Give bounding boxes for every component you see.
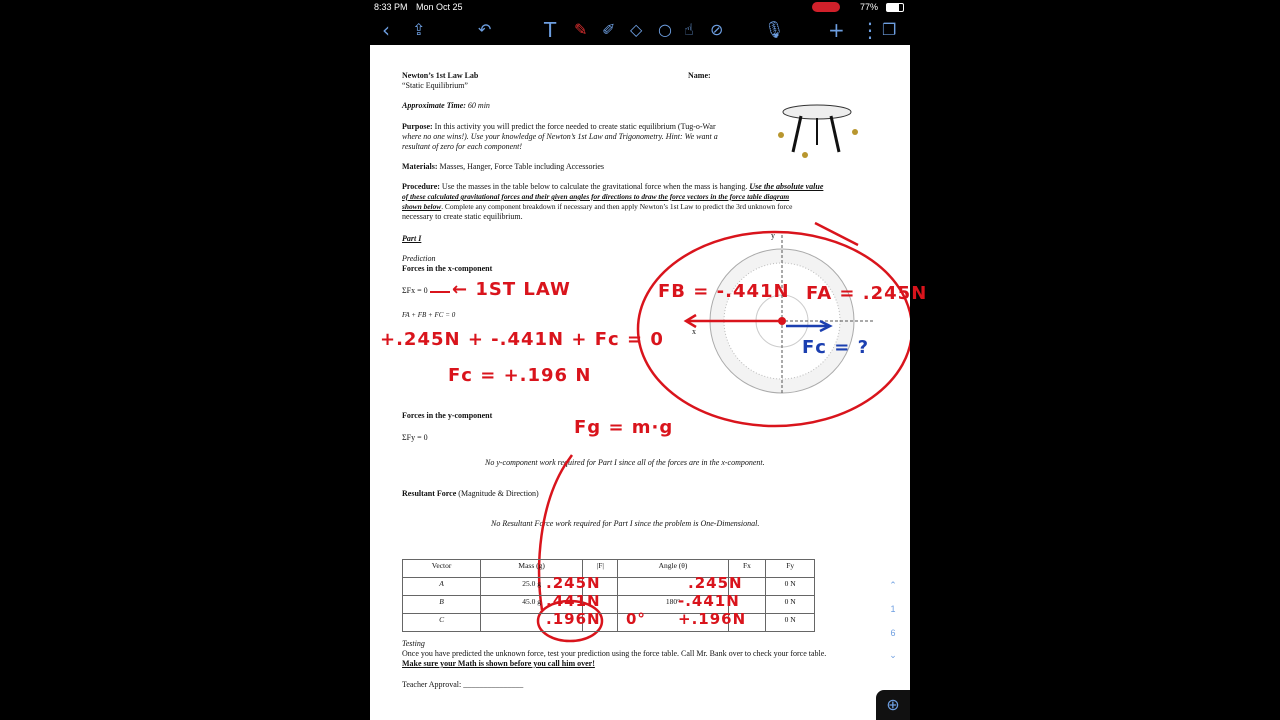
cell: B — [403, 596, 481, 614]
annotation-b-force: .441N — [546, 592, 601, 610]
axis-y-label: y — [771, 231, 775, 240]
procedure-text-2: of these calculated gravitational forces and their given angles for directions to draw the force vectors in the force table diagram — [402, 192, 790, 201]
table-row — [403, 614, 815, 632]
shapes-icon[interactable]: ⊘ — [710, 20, 724, 39]
table-row — [403, 596, 815, 614]
cell: 0 N — [766, 614, 815, 632]
fy-heading: Forces in the y-component — [402, 411, 493, 420]
annotation-fc-unknown: Fc = ? — [802, 337, 870, 358]
cell: 45.0 g — [481, 596, 583, 614]
procedure-text-4: necessary to create static equilibrium. — [402, 212, 523, 221]
cell: 0 N — [766, 578, 815, 596]
text-tool-icon[interactable]: T — [544, 18, 557, 42]
zoom-icon[interactable]: ⊕ — [876, 690, 910, 720]
annotation-fa: FA = .245N — [806, 283, 928, 304]
document-page — [370, 45, 928, 720]
axis-x-label: x — [692, 327, 696, 336]
battery-icon — [886, 3, 904, 12]
annotation-fg: Fg = m·g — [574, 417, 674, 438]
total-pages: 6 — [890, 628, 896, 638]
fx-sum: FA + FB + FC = 0 — [402, 311, 456, 319]
resultant-note: No Resultant Force work required for Part I since the problem is One-Dimensional. — [491, 519, 760, 528]
back-icon[interactable]: ‹ — [382, 18, 390, 42]
data-table — [402, 559, 815, 632]
undo-icon[interactable]: ↶ — [478, 20, 492, 39]
purpose-text-3: resultant of zero for each component! — [402, 142, 523, 151]
date: Mon Oct 25 — [416, 2, 463, 12]
time-label: Approximate Time: — [402, 101, 466, 110]
resultant-paren: (Magnitude & Direction) — [458, 489, 539, 498]
highlighter-icon[interactable]: ✐ — [602, 20, 616, 39]
col-header: Angle (θ) — [618, 560, 728, 578]
doc-subtitle: “Static Equilibrium” — [402, 81, 468, 90]
microphone-icon[interactable]: 🎙 — [764, 20, 785, 39]
testing-label: Testing — [402, 639, 425, 648]
toolbar — [370, 15, 910, 45]
cell: 0 N — [766, 596, 815, 614]
cell: 180° — [618, 596, 728, 614]
part-heading: Part I — [402, 234, 422, 243]
add-icon[interactable]: + — [828, 18, 845, 42]
procedure-label: Procedure: — [402, 182, 440, 191]
doc-title: Newton’s 1st Law Lab — [402, 71, 479, 80]
col-header: Vector — [403, 560, 481, 578]
cell: C — [403, 614, 481, 632]
pen-icon[interactable]: ✎ — [574, 20, 588, 39]
lasso-icon[interactable]: ○ — [658, 20, 672, 39]
annotation-fc: Fc = +.196 N — [448, 365, 592, 386]
cell: 25.0 g — [481, 578, 583, 596]
annotation-first-law: ← 1ST LAW — [452, 279, 571, 300]
procedure-shown-below: shown below — [402, 202, 442, 211]
status-bar — [370, 0, 910, 14]
fy-note: No y-component work required for Part I since all of the forces are in the x-component. — [485, 458, 765, 467]
procedure-text: Use the masses in the table below to calculate the gravitational force when the mass is hanging. — [441, 182, 748, 191]
table-row — [403, 578, 815, 596]
annotation-c-fx: +.196N — [678, 610, 747, 628]
testing-text: Once you have predicted the unknown force, test your prediction using the force table. Call Mr. Bank over to check your force table. — [402, 649, 827, 658]
col-header: Fy — [766, 560, 815, 578]
current-page: 1 — [890, 604, 896, 614]
resultant-label: Resultant Force — [402, 489, 457, 498]
recording-indicator[interactable] — [812, 2, 840, 12]
fy-equation: ΣFy = 0 — [402, 433, 428, 442]
page-down-icon[interactable]: ⌄ — [889, 650, 897, 660]
teacher-approval: Teacher Approval: _______________ — [402, 680, 524, 689]
col-header: Mass (g) — [481, 560, 583, 578]
procedure-text-3: . Complete any component breakdown if necessary and then apply Newton’s 1st Law to predict the 3rd unknown force — [441, 202, 793, 211]
materials-text: Masses, Hanger, Force Table including Accessories — [439, 162, 605, 171]
col-header: Fx — [728, 560, 766, 578]
annotation-c-angle: 0° — [626, 610, 646, 628]
cell: A — [403, 578, 481, 596]
purpose-text-2: where no one wins!). Use your knowledge of Newton’s 1st Law and Trigonometry. Hint: We want a — [402, 132, 718, 141]
name-label: Name: — [688, 71, 711, 80]
clock: 8:33 PM — [374, 2, 408, 12]
page-up-icon[interactable]: ⌃ — [889, 580, 897, 590]
prediction-label: Prediction — [402, 254, 436, 263]
annotation-sum: +.245N + -.441N + Fc = 0 — [380, 329, 664, 350]
purpose-label: Purpose: — [402, 122, 433, 131]
purpose-text: In this activity you will predict the force needed to create static equilibrium (Tug-o-War — [434, 122, 716, 131]
testing-bold: Make sure your Math is shown before you call him over! — [402, 659, 595, 668]
fx-equation: ΣFx = 0 — [402, 286, 428, 295]
col-header: |F| — [583, 560, 618, 578]
materials-label: Materials: — [402, 162, 438, 171]
battery-percent: 77% — [860, 2, 879, 12]
hand-icon[interactable]: ☝ — [684, 20, 694, 39]
annotation-a-force: .245N — [546, 574, 601, 592]
share-icon[interactable]: ⇪ — [412, 20, 426, 39]
more-icon[interactable]: ⋮ — [860, 18, 880, 42]
procedure-emphasis: Use the absolute value — [749, 182, 824, 191]
annotation-b-fx: -.441N — [678, 592, 740, 610]
time-value: 60 min — [467, 101, 490, 110]
annotation-a-fx: .245N — [688, 574, 743, 592]
annotation-fb: FB = -.441N — [658, 281, 790, 302]
fx-heading: Forces in the x-component — [402, 264, 493, 273]
eraser-icon[interactable]: ◇ — [630, 20, 643, 39]
pages-icon[interactable]: ❐ — [882, 20, 897, 39]
annotation-c-force: .196N — [546, 610, 601, 628]
